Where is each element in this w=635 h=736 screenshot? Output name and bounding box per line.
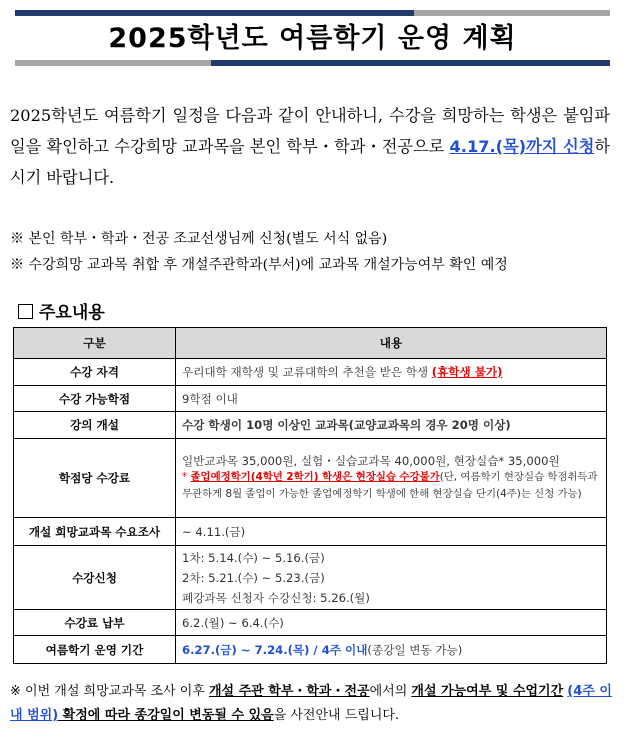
table-row bbox=[14, 636, 607, 664]
table-row bbox=[14, 359, 607, 386]
row-value: 6.2.(월) ~ 6.4.(수) bbox=[176, 610, 607, 636]
intro-text-end: 하시기 바랍니다. bbox=[10, 137, 610, 187]
notes bbox=[10, 226, 620, 278]
note-item: ※ 본인 학부・학과・전공 조교선생님께 신청(별도 서식 없음) bbox=[10, 231, 388, 247]
section-title: 주요내용 bbox=[39, 303, 105, 323]
fee-warning: 졸업예정학기(4학년 2학기) 학생은 현장실습 수강불가 bbox=[190, 471, 440, 483]
note-item: ※ 수강희망 교과목 취합 후 개설주관학과(부서)에 교과목 개설가능여부 확인 예정 bbox=[10, 257, 508, 273]
fee-line: 일반교과목 35,000원, 실험・실습교과목 40,000원, 현장실습* 35,000원 bbox=[182, 454, 560, 468]
row-label: 학점당 수강료 bbox=[14, 439, 176, 518]
row-value: 수강 학생이 10명 이상인 교과목(교양교과목의 경우 20명 이상) bbox=[176, 412, 607, 439]
checkbox-square-icon bbox=[18, 304, 33, 319]
row-label: 수강 가능학점 bbox=[14, 386, 176, 412]
row-label: 강의 개설 bbox=[14, 412, 176, 439]
table-row bbox=[14, 439, 607, 518]
main-table bbox=[13, 327, 607, 664]
footer-emphasis: 개설 가능여부 및 수업기간 bbox=[411, 684, 564, 699]
header-category: 구분 bbox=[14, 328, 176, 359]
table-row bbox=[14, 412, 607, 439]
table-header-row bbox=[14, 328, 607, 359]
header-content: 내용 bbox=[176, 328, 607, 359]
footer-emphasis: 개설 주관 학부・학과・전공 bbox=[208, 684, 370, 699]
footer-note: ※ 이번 개설 희망교과목 조사 이후 개설 주관 학부・학과・전공에서의 개설 가능여부 및 수업기간 (4주 이내 범위) 확정에 따라 종강일이 변동될 수 있음을 사전안내 드립니다. bbox=[10, 684, 612, 723]
row-value bbox=[176, 546, 607, 610]
section-heading bbox=[18, 298, 105, 323]
leave-warning: (휴학생 불가) bbox=[431, 365, 503, 379]
row-value: 9학점 이내 bbox=[176, 386, 607, 412]
footer-emphasis: 확정에 따라 종강일이 변동될 수 있음 bbox=[58, 708, 274, 723]
intro-text: 2025학년도 여름학기 일정을 다음과 같이 안내하니, 수강을 희망하는 학생은 붙임파일을 확인하고 수강희망 교과목을 본인 학부・학과・전공으로 bbox=[10, 106, 610, 156]
row-value: 우리대학 재학생 및 교류대학의 추천을 받은 학생 (휴학생 불가) bbox=[176, 359, 607, 386]
row-value: 6.27.(금) ~ 7.24.(목) / 4주 이내(종강일 변동 가능) bbox=[176, 636, 607, 664]
intro-paragraph bbox=[10, 100, 610, 193]
row-value bbox=[176, 439, 607, 518]
table-row bbox=[14, 386, 607, 412]
footer-range: (4주 이내 범위) bbox=[10, 684, 612, 723]
row-label: 여름학기 운영 기간 bbox=[14, 636, 176, 664]
page-title: 2025학년도 여름학기 운영 계획 bbox=[108, 23, 517, 54]
registration-line: 폐강과목 신청자 수강신청: 5.26.(월) bbox=[182, 590, 370, 605]
row-label: 수강료 납부 bbox=[14, 610, 176, 636]
table-row bbox=[14, 610, 607, 636]
period-dates: 6.27.(금) ~ 7.24.(목) / 4주 이내 bbox=[182, 642, 368, 657]
table-row bbox=[14, 546, 607, 610]
row-label: 개설 희망교과목 수요조사 bbox=[14, 518, 176, 546]
title-bar-bottom bbox=[15, 60, 610, 66]
title-block bbox=[15, 10, 610, 66]
deadline-highlight: 4.17.(목)까지 신청 bbox=[449, 137, 595, 156]
registration-line: 1차: 5.14.(수) ~ 5.16.(금) bbox=[182, 550, 325, 565]
table-row bbox=[14, 518, 607, 546]
registration-line: 2차: 5.21.(수) ~ 5.23.(금) bbox=[182, 570, 325, 585]
row-value: ~ 4.11.(금) bbox=[176, 518, 607, 546]
row-label: 수강 자격 bbox=[14, 359, 176, 386]
row-label: 수강신청 bbox=[14, 546, 176, 610]
fee-note: * 졸업예정학기(4학년 2학기) 학생은 현장실습 수강불가(단, 여름학기 현장실습 학점취득과 무관하게 8월 졸업이 가능한 졸업예정학기 학생에 한해 현장실습 단기(4주)는 신청 가능) bbox=[182, 471, 598, 500]
